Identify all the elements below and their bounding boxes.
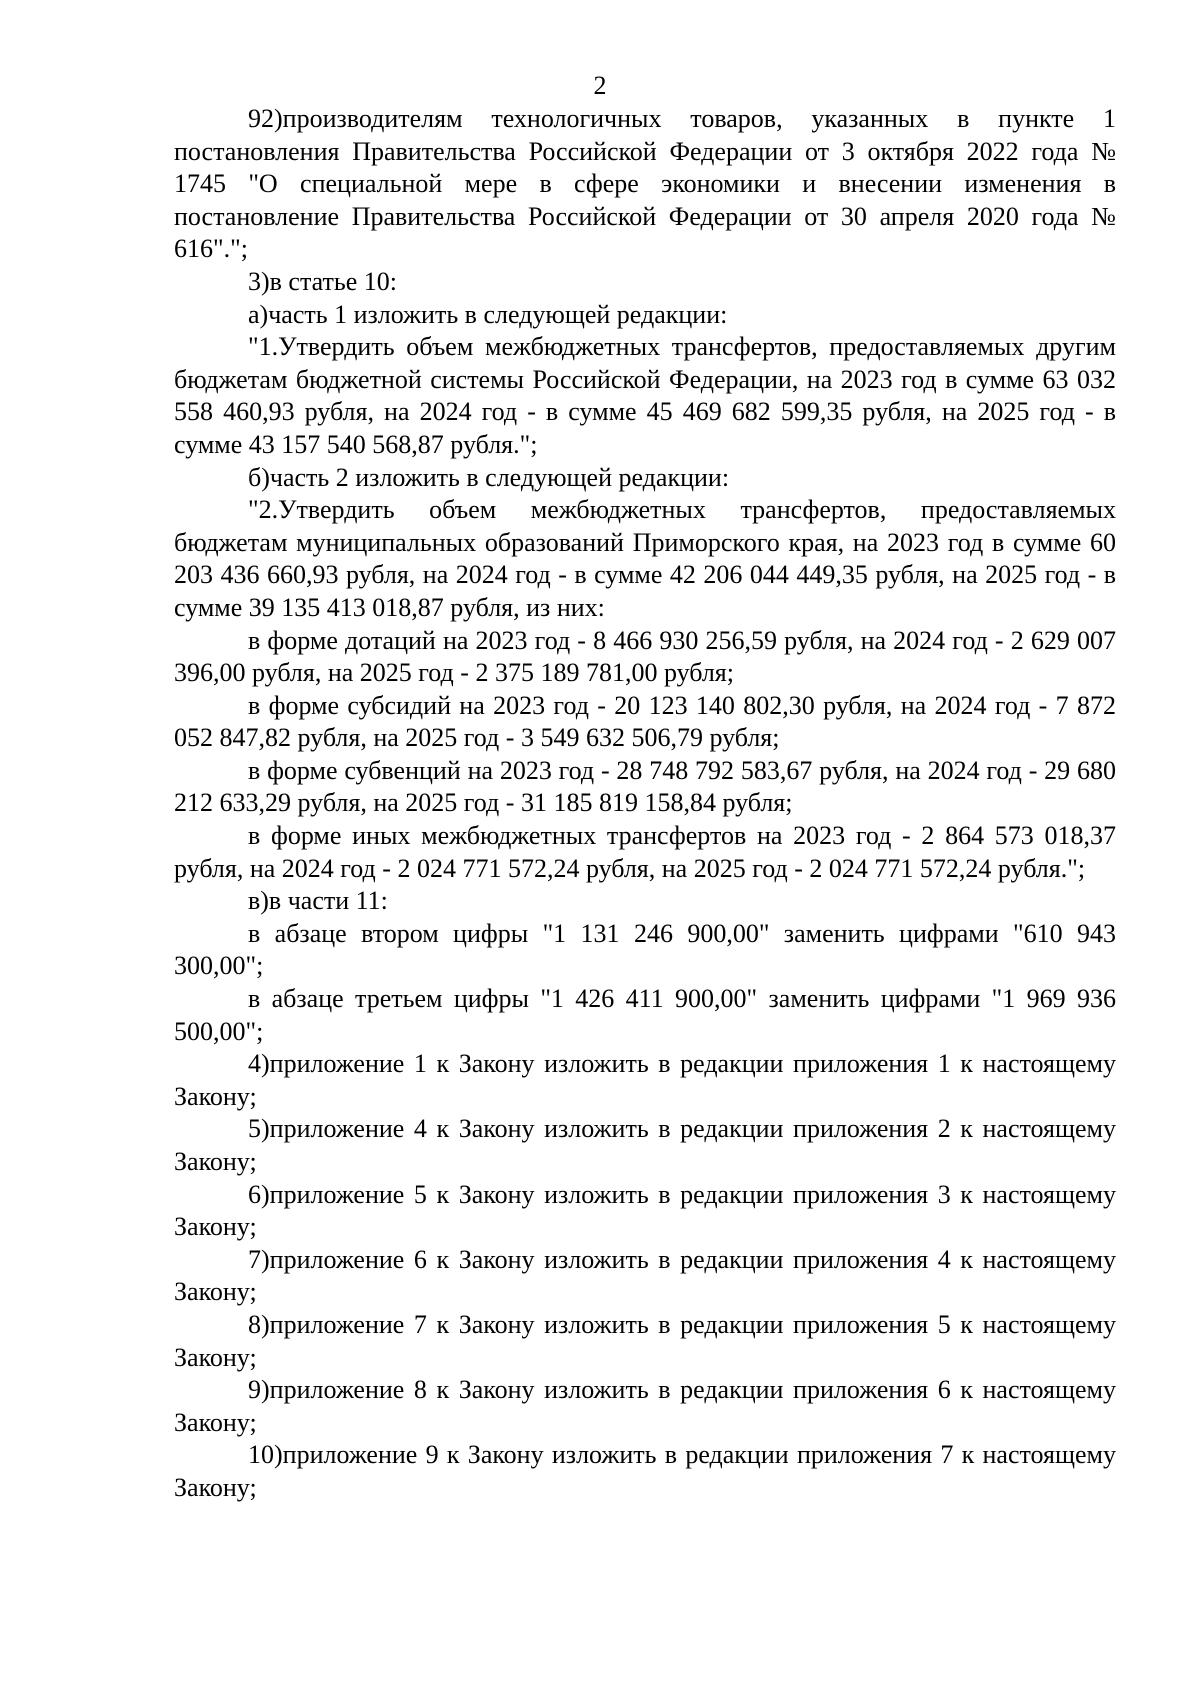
paragraph-item-10: 10)приложение 9 к Закону изложить в редакции приложения 7 к настоящему Закону; (174, 1440, 1116, 1502)
paragraph-third-abzac: в абзаце третьем цифры "1 426 411 900,00" заменить цифрами "1 969 936 500,00"; (174, 984, 1116, 1046)
document-body (174, 103, 1116, 1505)
paragraph-item-6: 6)приложение 5 к Закону изложить в редакции приложения 3 к настоящему Закону; (174, 1179, 1116, 1242)
paragraph-second-abzac: в абзаце втором цифры "1 131 246 900,00" заменить цифрами "610 943 300,00"; (174, 918, 1116, 981)
paragraph-item-7: 7)приложение 6 к Закону изложить в редакции приложения 4 к настоящему Закону; (174, 1244, 1116, 1307)
paragraph-dotations: в форме дотаций на 2023 год - 8 466 930 256,59 рубля, на 2024 год - 2 629 007 396,00 рубля, на 2025 год - 2 375 189 781,00 рубля; (174, 625, 1116, 688)
page-number: 2 (593, 71, 607, 100)
paragraph-subitem-v: в)в части 11: (248, 886, 388, 916)
paragraph-quote-part-2: "2.Утвердить объем межбюджетных трансфертов, предоставляемых бюджетам муниципальных образований Приморского края, на 2023 год в сумме 60 203 436 660,93 рубля, на 2024 год - в сумме 42 206 044 449,35 рубля, на 2025 год - в сумме 39 135 413 018,87 рубля, из них: (174, 495, 1116, 622)
paragraph-subitem-a: а)часть 1 изложить в следующей редакции: (248, 299, 728, 329)
paragraph-subitem-b: б)часть 2 изложить в следующей редакции: (248, 462, 730, 492)
paragraph-subsidies: в форме субсидий на 2023 год - 20 123 140 802,30 рубля, на 2024 год - 7 872 052 847,82 рубля, на 2025 год - 3 549 632 506,79 рубля; (174, 690, 1116, 753)
paragraph-item-8: 8)приложение 7 к Закону изложить в редакции приложения 5 к настоящему Закону; (174, 1309, 1116, 1372)
paragraph-item-3: 3)в статье 10: (248, 266, 398, 296)
paragraph-item-92: 92)производителям технологичных товаров, указанных в пункте 1 постановления Правительства Российской Федерации от 3 октября 2022 года № 1745 "О специальной мере в сфере экономики и внесении изменения в постановление Правительства Российской Федерации от 30 апреля 2020 года № 616"."; (174, 104, 1116, 264)
paragraph-subventions: в форме субвенций на 2023 год - 28 748 792 583,67 рубля, на 2024 год - 29 680 212 633,29 рубля, на 2025 год - 31 185 819 158,84 рубля; (174, 755, 1116, 818)
paragraph-quote-part-1: "1.Утвердить объем межбюджетных трансфертов, предоставляемых другим бюджетам бюджетной системы Российской Федерации, на 2023 год в сумме 63 032 558 460,93 рубля, на 2024 год - в сумме 45 469 682 599,35 рубля, на 2025 год - в сумме 43 157 540 568,87 рубля."; (174, 332, 1116, 459)
paragraph-item-9: 9)приложение 8 к Закону изложить в редакции приложения 6 к настоящему Закону; (174, 1375, 1116, 1437)
paragraph-item-4: 4)приложение 1 к Закону изложить в редакции приложения 1 к настоящему Закону; (174, 1049, 1116, 1111)
paragraph-item-5: 5)приложение 4 к Закону изложить в редакции приложения 2 к настоящему Закону; (174, 1114, 1116, 1176)
paragraph-other-transfers: в форме иных межбюджетных трансфертов на 2023 год - 2 864 573 018,37 рубля, на 2024 год - 2 024 771 572,24 рубля, на 2025 год - 2 024 771 572,24 рубля."; (174, 821, 1116, 883)
